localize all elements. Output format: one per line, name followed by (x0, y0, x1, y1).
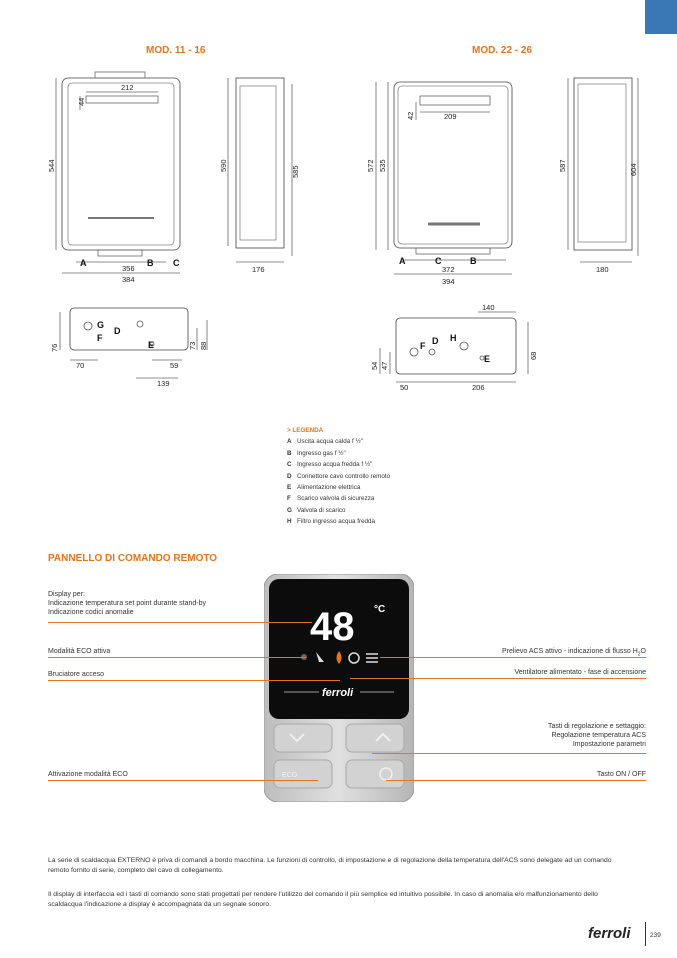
section-title: PANNELLO DI COMANDO REMOTO (48, 553, 218, 564)
callout-keys: Tasti di regolazione e settaggio: Regolazione temperatura ACS Impostazione parametri (547, 723, 646, 748)
button-eco[interactable] (274, 760, 332, 788)
legend-item: G Valvola di scarico (287, 506, 346, 514)
marker-f: F (420, 341, 426, 351)
legend (287, 425, 390, 528)
marker-e: E (484, 354, 491, 364)
dim-535: 535 (378, 159, 387, 172)
marker-e: E (148, 340, 155, 350)
dim-50: 50 (400, 383, 409, 392)
callout-burner: Bruciatore acceso (48, 671, 105, 678)
drawing-mod-22-26 (356, 60, 656, 400)
panel-brand: ferroli (322, 687, 354, 699)
footer-logo: ferroli (588, 925, 631, 942)
dim-76: 76 (50, 343, 59, 352)
dim-356: 356 (122, 264, 135, 273)
paragraph-1: La serie di scaldacqua EXTERNO è priva di comandi a bordo macchina. Le funzioni di controllo, di impostazione e di regolazione della temperatura dell'ACS sono delegate ad un comando remoto fornito di serie, completo del cavo di collegamento. (48, 857, 612, 874)
callout-eco-activation: Attivazione modalità ECO (48, 771, 128, 778)
dim-604: 604 (629, 163, 638, 176)
dim-44: 44 (77, 97, 86, 106)
eco-button-label: ECO (282, 772, 298, 779)
dim-585: 585 (291, 165, 300, 178)
legend-item: H Filtro ingresso acqua fredda (287, 518, 376, 526)
remote-panel (264, 574, 414, 802)
dim-42: 42 (406, 111, 415, 120)
button-down[interactable] (274, 724, 332, 752)
dim-47: 47 (380, 361, 389, 370)
display-unit: °C (374, 604, 386, 615)
model-title-right: MOD. 22 - 26 (472, 45, 533, 56)
callout-display: Display per: Indicazione temperatura set point durante stand-by Indicazione codici anomalie (48, 591, 206, 616)
marker-c: C (173, 258, 180, 268)
drawing-mod-11-16 (40, 60, 310, 400)
legend-item: A Uscita acqua calda f ½" (287, 438, 363, 446)
callout-fan: Ventilatore alimentato - fase di accensione (514, 669, 646, 676)
model-title-left: MOD. 11 - 16 (146, 45, 206, 56)
marker-h: H (450, 333, 457, 343)
dim-59: 59 (170, 361, 179, 370)
dim-544: 544 (47, 159, 56, 172)
dim-572: 572 (366, 159, 375, 172)
callout-onoff: Tasto ON / OFF (596, 771, 646, 778)
display-value: 48 (310, 605, 355, 649)
legend-title: > LEGENDA (287, 427, 324, 434)
dim-587: 587 (558, 159, 567, 172)
marker-d: D (432, 336, 439, 346)
marker-c: C (435, 256, 442, 266)
marker-a: A (399, 256, 406, 266)
dim-372: 372 (442, 265, 455, 274)
dim-139: 139 (157, 379, 170, 388)
dim-73: 73 (188, 341, 197, 350)
callout-acs-flow: Prelievo ACS attivo - indicazione di flusso $H_2O$ (501, 648, 646, 658)
marker-d: D (114, 326, 121, 336)
dim-394: 394 (442, 277, 455, 286)
dim-206: 206 (472, 383, 485, 392)
marker-f: F (97, 333, 103, 343)
dim-88: 88 (199, 341, 208, 350)
callout-eco-mode: Modalità ECO attiva (48, 648, 111, 655)
marker-a: A (80, 258, 87, 268)
legend-item: B Ingresso gas f ½" (287, 449, 346, 457)
dim-590: 590 (219, 159, 228, 172)
paragraph-2: Il display di interfaccia ed i tasti di comando sono stati progettati per rendere l'utilizzo del comando il più semplice ed intuitivo possibile. In caso di anomalia e/o malfunzionamento dello scaldacqua l'indicazione a display è accompagnata da un segnale sonoro. (48, 891, 598, 908)
legend-item: C Ingresso acqua fredda f ½" (287, 461, 373, 469)
dim-212: 212 (121, 83, 134, 92)
dim-54: 54 (370, 361, 379, 370)
dim-70: 70 (76, 361, 85, 370)
corner-tab (645, 0, 677, 34)
marker-b: B (147, 258, 154, 268)
legend-item: D Connettore cavo controllo remoto (287, 472, 391, 480)
dim-68: 68 (529, 351, 538, 360)
button-onoff[interactable] (346, 760, 404, 788)
legend-item: E Alimentazione elettrica (287, 484, 361, 492)
page-number: 239 (650, 932, 661, 939)
marker-b: B (470, 256, 477, 266)
dim-140: 140 (482, 303, 495, 312)
dim-180: 180 (596, 265, 609, 274)
dim-384: 384 (122, 275, 135, 284)
button-up[interactable] (346, 724, 404, 752)
dim-209: 209 (444, 112, 457, 121)
legend-item: F Scarico valvola di sicurezza (287, 495, 375, 503)
marker-g: G (97, 320, 105, 330)
footer-divider (645, 922, 646, 946)
dim-176: 176 (252, 265, 265, 274)
